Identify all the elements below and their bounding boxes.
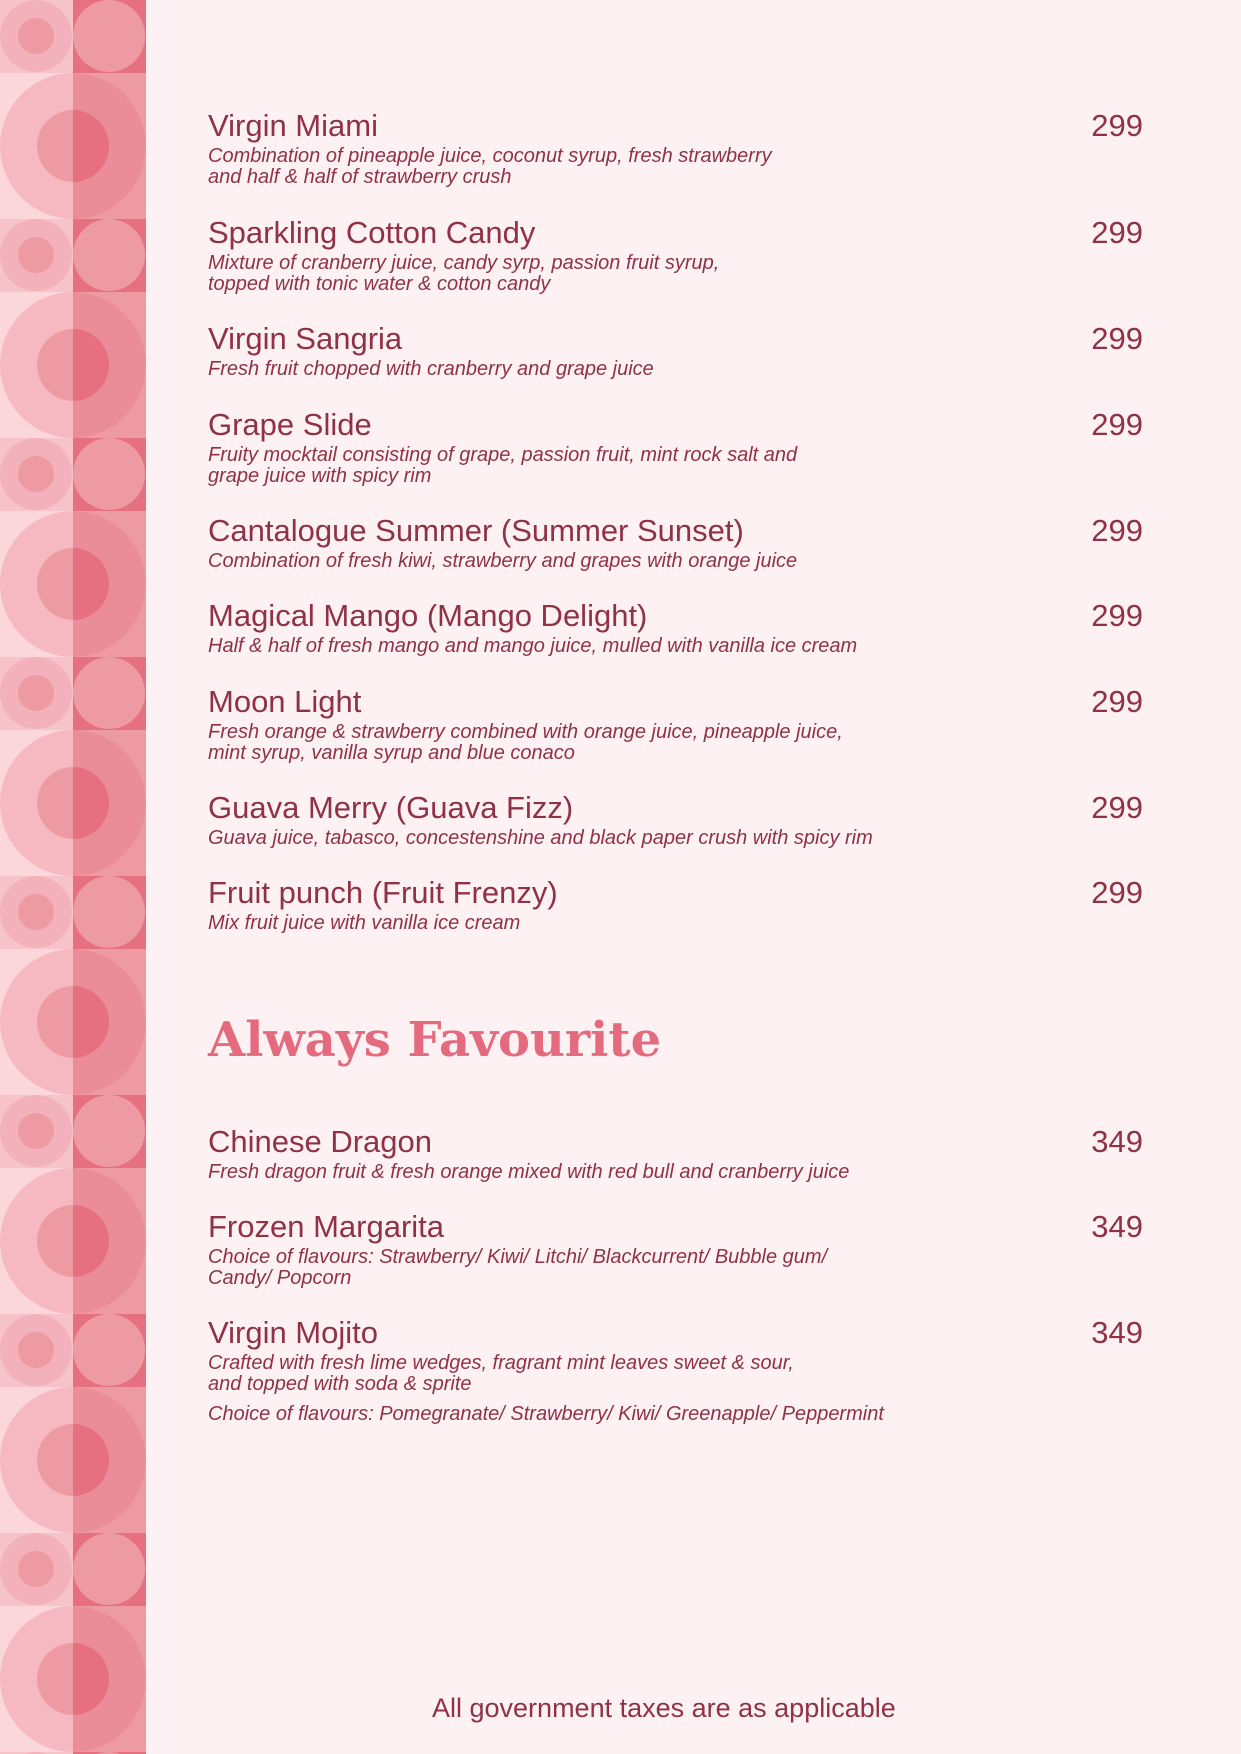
item-description: Mixture of cranberry juice, candy syrp, passion fruit syrup,	[208, 252, 720, 274]
item-description: Fresh orange & strawberry combined with orange juice, pineapple juice,	[208, 721, 843, 743]
item-name: Frozen Margarita	[208, 1209, 445, 1244]
pattern-circle	[18, 456, 54, 492]
pattern-circle	[73, 219, 145, 291]
item-description: Fresh fruit chopped with cranberry and grape juice	[208, 358, 654, 380]
item-description-line2: topped with tonic water & cotton candy	[208, 273, 551, 295]
item-price: 299	[1091, 108, 1143, 143]
section-heading: Always Favourite	[208, 1012, 662, 1068]
decorative-side-pattern	[0, 0, 146, 1754]
item-description-line2: and topped with soda & sprite	[208, 1373, 472, 1395]
item-description-line2: mint syrup, vanilla syrup and blue conaco	[208, 742, 575, 764]
pattern-circle	[73, 1314, 145, 1386]
item-name: Virgin Sangria	[208, 321, 403, 356]
item-name: Grape Slide	[208, 407, 372, 442]
item-price: 299	[1091, 215, 1143, 250]
item-description: Fruity mocktail consisting of grape, passion fruit, mint rock salt and	[208, 444, 798, 466]
pattern-circle	[18, 237, 54, 273]
item-description-line2: Candy/ Popcorn	[208, 1267, 352, 1289]
item-name: Fruit punch (Fruit Frenzy)	[208, 875, 558, 910]
item-flavour-options: Choice of flavours: Pomegranate/ Strawberry/ Kiwi/ Greenapple/ Peppermint	[208, 1403, 884, 1425]
item-name: Chinese Dragon	[208, 1124, 433, 1159]
item-name: Cantalogue Summer (Summer Sunset)	[208, 513, 744, 548]
item-price: 299	[1091, 875, 1143, 910]
pattern-circle	[18, 675, 54, 711]
pattern-circle	[73, 438, 145, 510]
item-price: 349	[1091, 1124, 1143, 1159]
item-name: Sparkling Cotton Candy	[208, 215, 536, 250]
item-price: 299	[1091, 790, 1143, 825]
item-name: Virgin Miami	[208, 108, 378, 143]
item-price: 349	[1091, 1209, 1143, 1244]
item-description-line2: and half & half of strawberry crush	[208, 166, 512, 188]
item-name: Guava Merry (Guava Fizz)	[208, 790, 574, 825]
pattern-circle	[73, 876, 145, 948]
pattern-circle	[73, 1095, 145, 1167]
pattern-circle	[18, 894, 54, 930]
item-description: Combination of fresh kiwi, strawberry and grapes with orange juice	[208, 550, 798, 572]
item-description: Choice of flavours: Strawberry/ Kiwi/ Litchi/ Blackcurrent/ Bubble gum/	[208, 1246, 828, 1268]
pattern-circle	[73, 0, 145, 72]
item-name: Moon Light	[208, 684, 362, 719]
item-description: Fresh dragon fruit & fresh orange mixed with red bull and cranberry juice	[208, 1161, 850, 1183]
item-description-line2: grape juice with spicy rim	[208, 465, 432, 487]
tax-note: All government taxes are as applicable	[432, 1693, 896, 1723]
pattern-circle	[73, 1533, 145, 1605]
pattern-circle	[18, 1332, 54, 1368]
pattern-circle	[18, 1113, 54, 1149]
item-description: Combination of pineapple juice, coconut syrup, fresh strawberry	[208, 145, 772, 167]
item-price: 299	[1091, 407, 1143, 442]
item-name: Magical Mango (Mango Delight)	[208, 598, 648, 633]
pattern-circle	[18, 18, 54, 54]
item-description: Guava juice, tabasco, concestenshine and black paper crush with spicy rim	[208, 827, 873, 849]
pattern-circle	[18, 1551, 54, 1587]
item-price: 299	[1091, 321, 1143, 356]
item-price: 349	[1091, 1315, 1143, 1350]
item-name: Virgin Mojito	[208, 1315, 379, 1350]
item-description: Crafted with fresh lime wedges, fragrant mint leaves sweet & sour,	[208, 1352, 794, 1374]
item-description: Half & half of fresh mango and mango juice, mulled with vanilla ice cream	[208, 635, 858, 657]
item-price: 299	[1091, 513, 1143, 548]
pattern-circle	[73, 657, 145, 729]
item-price: 299	[1091, 598, 1143, 633]
item-price: 299	[1091, 684, 1143, 719]
item-description: Mix fruit juice with vanilla ice cream	[208, 912, 521, 934]
